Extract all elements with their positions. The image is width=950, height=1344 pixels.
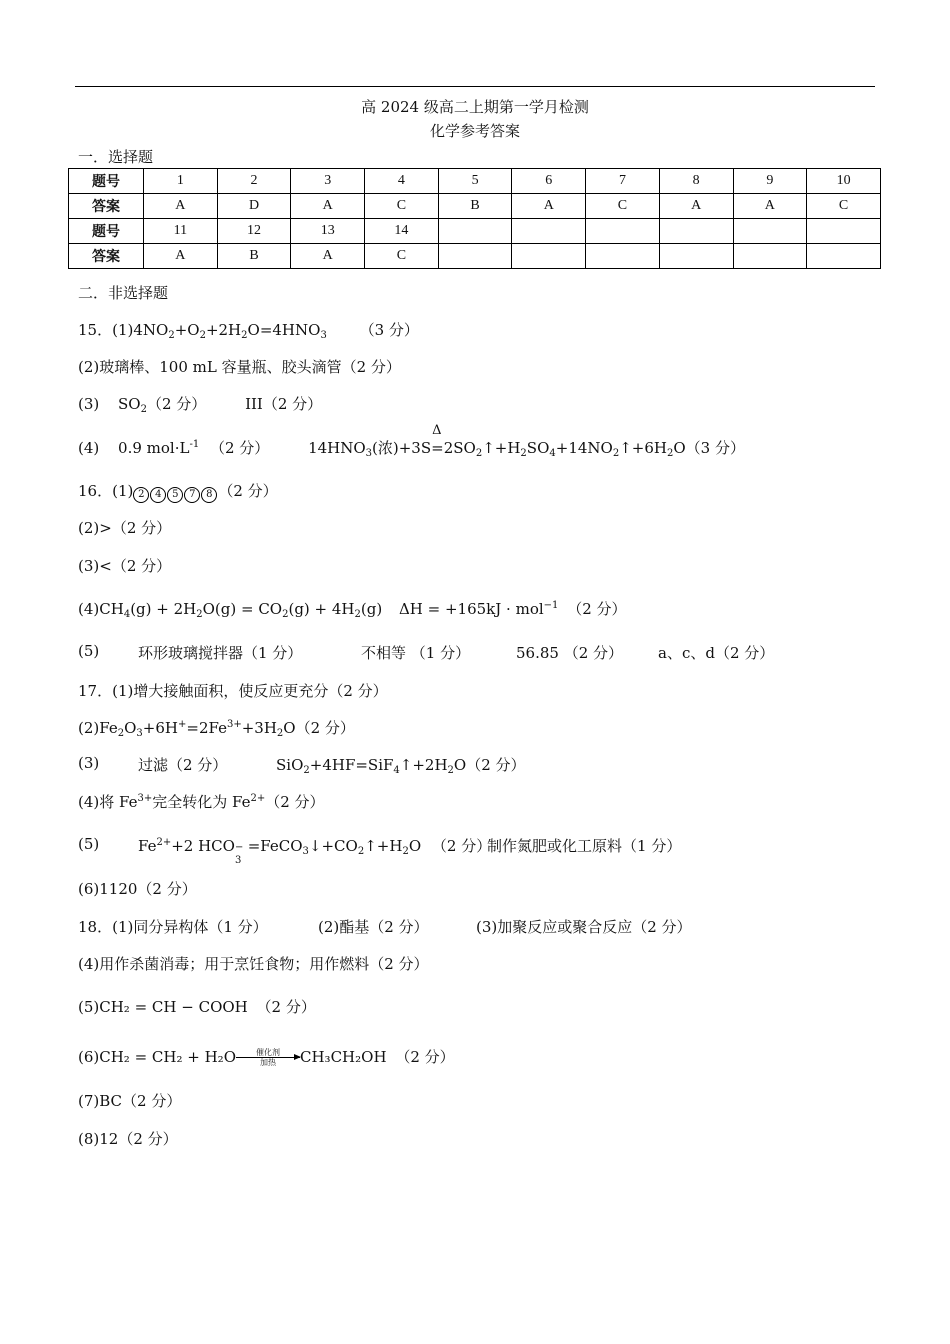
table-cell	[659, 219, 733, 244]
table-cell: A	[291, 244, 365, 269]
table-cell	[807, 244, 881, 269]
q16-part1: 16．(1) 2 4 5 7 8 （2 分）	[78, 480, 278, 503]
section-heading-nonchoice: 二．非选择题	[78, 284, 169, 302]
table-row	[69, 244, 881, 269]
table-cell: A	[291, 194, 365, 219]
table-cell	[807, 219, 881, 244]
section-heading-choice: 一．选择题	[78, 148, 154, 166]
q15-part2: (2)玻璃棒、100 mL 容量瓶、胶头滴管（2 分）	[78, 358, 401, 376]
q18-part7: (7)BC（2 分）	[78, 1092, 182, 1110]
q17-part1: 17．(1)增大接触面积，使反应更充分（2 分）	[78, 682, 388, 700]
table-cell	[438, 244, 512, 269]
table-cell: C	[586, 194, 660, 219]
table-row	[69, 219, 881, 244]
q17-part5: (5) $Fe^{2+}+2$ HCO − 3 $=FeCO_3↓+CO_2↑+H_2O$ （2 分） 制作氮肥或化工原料（1 分）	[78, 835, 682, 866]
q17-part2: $(2)Fe_2O_3+6H^+=2Fe^{3+}+3H_2O(2$ 分）	[78, 719, 355, 739]
table-row-label: 答案	[69, 194, 144, 219]
table-cell: 3	[291, 169, 365, 194]
circled-number: 8	[201, 487, 217, 503]
table-cell: 9	[733, 169, 807, 194]
table-row-label: 答案	[69, 244, 144, 269]
table-cell: A	[512, 194, 586, 219]
table-cell: 2	[217, 169, 291, 194]
table-cell: 11	[144, 219, 218, 244]
table-cell: 14	[365, 219, 439, 244]
table-row-label: 题号	[69, 169, 144, 194]
table-cell: C	[365, 244, 439, 269]
circled-numbers	[133, 482, 218, 500]
table-cell: B	[217, 244, 291, 269]
table-cell: C	[365, 194, 439, 219]
table-cell: 4	[365, 169, 439, 194]
q17-part3: (3) 过滤（2 分） $SiO_2+4HF=SiF_4↑+2H_2O(2$ 分）	[78, 754, 526, 776]
q18-part1-3: 18．(1)同分异构体（1 分） (2)酯基（2 分） (3)加聚反应或聚合反应（2 分）	[78, 918, 692, 936]
q17-part6: (6)1120（2 分）	[78, 880, 197, 898]
table-cell: D	[217, 194, 291, 219]
table-cell	[438, 219, 512, 244]
circled-number: 5	[167, 487, 183, 503]
q16-part3: (3)<（2 分）	[78, 557, 172, 575]
table-cell	[586, 219, 660, 244]
table-cell: A	[144, 244, 218, 269]
page-title: 高 2024 级高二上期第一学月检测	[361, 98, 589, 116]
q16-part2: (2)>（2 分）	[78, 519, 172, 537]
table-cell	[512, 219, 586, 244]
table-cell: 5	[438, 169, 512, 194]
table-cell: A	[144, 194, 218, 219]
table-cell: C	[807, 194, 881, 219]
table-cell: B	[438, 194, 512, 219]
table-cell: 6	[512, 169, 586, 194]
table-cell	[659, 244, 733, 269]
q16-part5: (5) 环形玻璃搅拌器（1 分） 不相等 （1 分） 56.85 （2 分） a、c、d（2 分）	[78, 642, 775, 662]
table-row-label: 题号	[69, 219, 144, 244]
table-cell: 1	[144, 169, 218, 194]
circled-number: 7	[184, 487, 200, 503]
table-cell: A	[659, 194, 733, 219]
q16-part4: $(4)CH_4(g) + 2H_2O(g) = CO_2(g) + 4H_2(g) \Delta H = +165kJ \cdot mol^{-1}$ （2 分）	[78, 600, 627, 620]
q18-part6: (6)CH₂ = CH₂ + H₂O 催化剂 加热 CH₃CH₂OH （2 分）	[78, 1048, 455, 1067]
q15-part4: (4) 0.9 $mol\cdot L^{-1}$ （2 分） $14HNO_3$(浓)+3S Δ $=2SO_2↑+H_2SO_4+14NO_2↑+6H_2O(3$ 分）	[78, 423, 745, 459]
table-row	[69, 194, 881, 219]
table-cell: A	[733, 194, 807, 219]
page-subtitle: 化学参考答案	[429, 122, 520, 140]
q18-part5: (5)CH₂ = CH − COOH （2 分）	[78, 998, 316, 1016]
header-rule	[75, 86, 875, 87]
table-cell: 8	[659, 169, 733, 194]
table-cell	[586, 244, 660, 269]
table-cell: 13	[291, 219, 365, 244]
reaction-arrow: 催化剂 加热	[236, 1048, 300, 1068]
table-cell: 10	[807, 169, 881, 194]
table-row	[69, 169, 881, 194]
table-cell	[733, 219, 807, 244]
q18-part8: (8)12（2 分）	[78, 1130, 178, 1148]
q15-part3: (3) $SO_2(2$ 分） III（2 分）	[78, 395, 323, 415]
circled-number: 4	[150, 487, 166, 503]
q17-part4: (4)将 $Fe^{3+}$完全转化为 $Fe^{2+}(2$ 分）	[78, 793, 325, 811]
table-cell: 7	[586, 169, 660, 194]
circled-number: 2	[133, 487, 149, 503]
q15-part1: 15．$(1)4NO_2+O_2+2H_2O=4HNO_3$ （3 分）	[78, 321, 419, 341]
q18-part4: (4)用作杀菌消毒；用于烹饪食物；用作燃料（2 分）	[78, 955, 429, 973]
table-cell	[512, 244, 586, 269]
table-cell: 12	[217, 219, 291, 244]
answer-table	[68, 168, 881, 269]
table-cell	[733, 244, 807, 269]
